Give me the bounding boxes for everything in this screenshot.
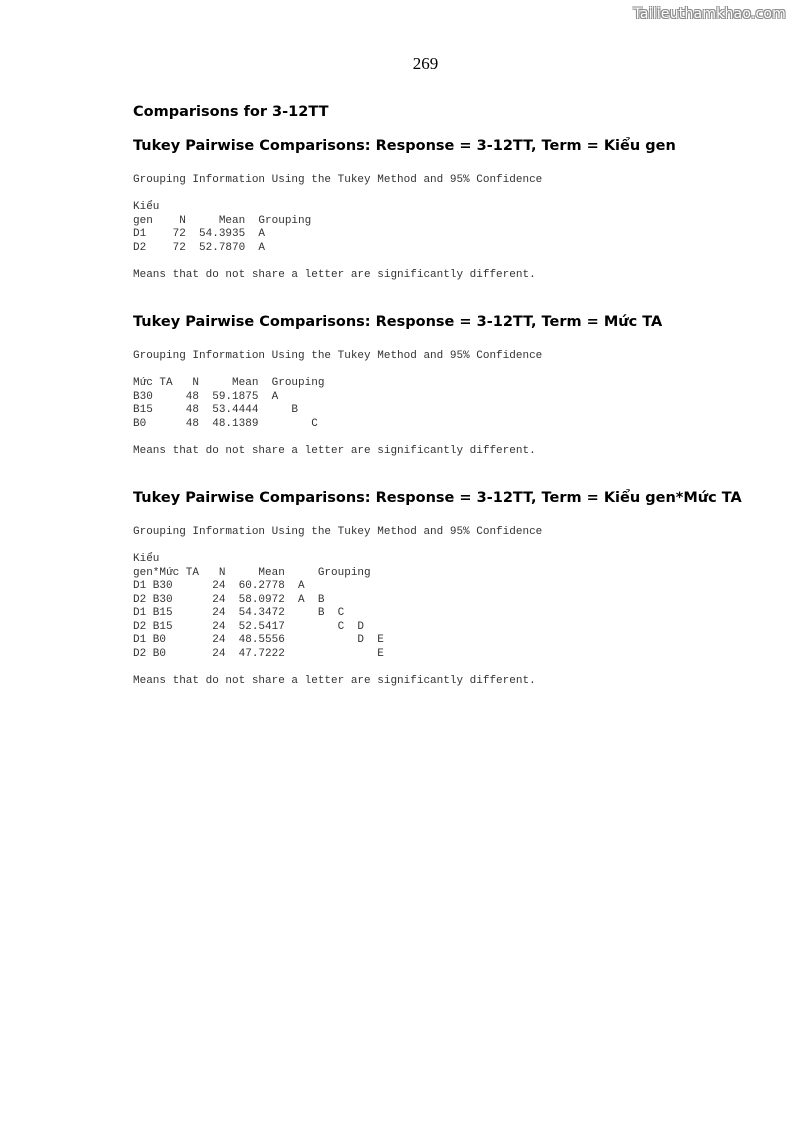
footnote: Means that do not share a letter are significantly different. bbox=[133, 268, 536, 281]
table-row: B0 48 48.1389 C bbox=[133, 417, 318, 430]
watermark: Tailieuthamkhao.com bbox=[633, 6, 786, 22]
table-header: Kiểu gen*Mức TA N Mean Grouping bbox=[133, 553, 371, 579]
page-number: 269 bbox=[412, 54, 439, 73]
grouping-info: Grouping Information Using the Tukey Method and 95% Confidence bbox=[133, 350, 543, 362]
table-row: D1 B30 24 60.2778 A bbox=[133, 580, 305, 592]
main-title: Comparisons for 3-12TT bbox=[133, 104, 329, 120]
grouping-info: Grouping Information Using the Tukey Method and 95% Confidence bbox=[133, 174, 543, 186]
table-row: D2 B15 24 52.5417 C D bbox=[133, 620, 365, 633]
table-row: B15 48 53.4444 B bbox=[133, 404, 299, 416]
section-title: Tukey Pairwise Comparisons: Response = 3-12TT, Term = Kiểu gen*Mức TA bbox=[133, 490, 742, 506]
section-title: Tukey Pairwise Comparisons: Response = 3-12TT, Term = Kiểu gen bbox=[133, 138, 676, 154]
section-kieu-gen bbox=[133, 138, 763, 282]
document-body bbox=[133, 104, 763, 688]
table-header: Kiểu gen N Mean Grouping bbox=[133, 201, 312, 227]
footnote: Means that do not share a letter are significantly different. bbox=[133, 674, 536, 687]
table-row: D1 72 54.3935 A bbox=[133, 228, 266, 240]
table-row: D1 B0 24 48.5556 D E bbox=[133, 634, 384, 646]
grouping-info: Grouping Information Using the Tukey Method and 95% Confidence bbox=[133, 526, 543, 538]
table-row: B30 48 59.1875 A bbox=[133, 390, 279, 403]
table-row: D2 72 52.7870 A bbox=[133, 241, 266, 254]
table-row: D2 B0 24 47.7222 E bbox=[133, 647, 384, 660]
section-kieu-gen-muc-ta bbox=[133, 490, 763, 688]
table-row: D1 B15 24 54.3472 B C bbox=[133, 607, 345, 619]
section-title: Tukey Pairwise Comparisons: Response = 3-12TT, Term = Mức TA bbox=[133, 314, 663, 330]
footnote: Means that do not share a letter are significantly different. bbox=[133, 444, 536, 457]
table-header: Mức TA N Mean Grouping bbox=[133, 377, 325, 389]
section-muc-ta bbox=[133, 314, 763, 458]
table-row: D2 B30 24 58.0972 A B bbox=[133, 593, 325, 606]
